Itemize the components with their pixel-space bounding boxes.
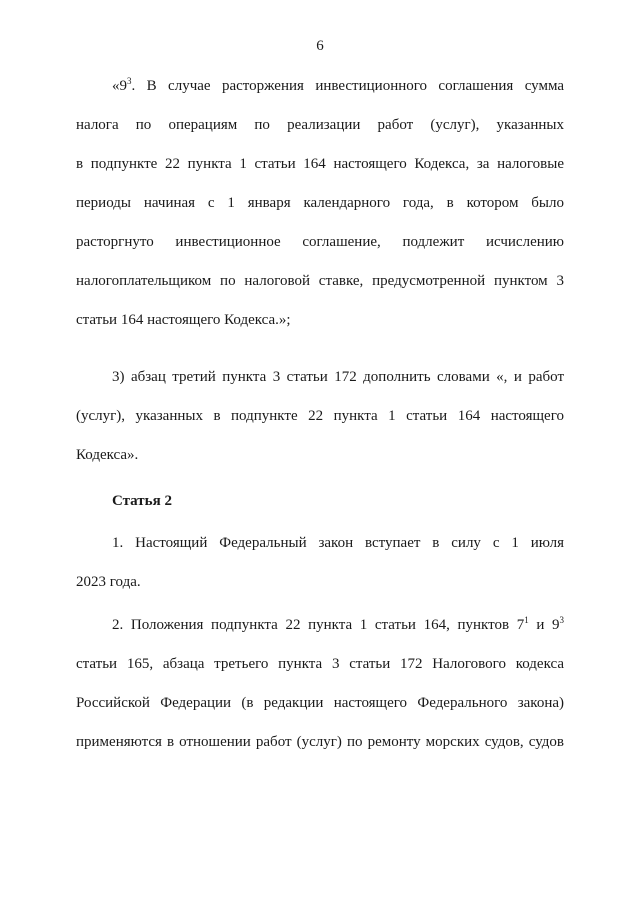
article-heading-block — [76, 492, 564, 511]
text-line: 1. Настоящий Федеральный закон вступает в силу с 1 июля — [112, 535, 564, 551]
text-line: 2023 года. — [76, 574, 141, 590]
text-line: налогоплательщиком по налоговой ставке, предусмотренной пунктом 3 — [76, 273, 564, 289]
text-line: Российской Федерации (в редакции настоящего Федерального закона) — [76, 695, 564, 711]
paragraph-9-3 — [76, 77, 564, 330]
page-number: 6 — [316, 38, 324, 54]
text-line: 2. Положения подпункта 22 пункта 1 статьи 164, пунктов $7^1$ и $9^3$ — [112, 615, 564, 633]
text-line: (услуг), указанных в подпункте 22 пункта 1 статьи 164 настоящего — [76, 408, 564, 424]
text-line: Кодекса». — [76, 447, 139, 463]
paragraph-effective-date — [76, 534, 564, 592]
superscript: 1 — [524, 615, 529, 625]
text-line: в подпункте 22 пункта 1 статьи 164 настоящего Кодекса, за налоговые — [76, 156, 564, 172]
superscript: 3 — [559, 615, 564, 625]
paragraph-provisions — [76, 616, 564, 752]
superscript: 3 — [127, 76, 132, 86]
text-line: 3) абзац третий пункта 3 статьи 172 дополнить словами «, и работ — [112, 369, 564, 385]
text-line: периоды начиная с 1 января календарного года, в котором было — [76, 195, 564, 211]
text-line: «$9^3$. В случае расторжения инвестиционного соглашения сумма — [112, 76, 564, 94]
text-line: статьи 164 настоящего Кодекса.»; — [76, 312, 291, 328]
text-line: расторгнуто инвестиционное соглашение, подлежит исчислению — [76, 234, 564, 250]
paragraph-item-3 — [76, 368, 564, 465]
text-line: статьи 165, абзаца третьего пункта 3 статьи 172 Налогового кодекса — [76, 656, 564, 672]
text-line: налога по операциям по реализации работ (услуг), указанных — [76, 117, 564, 133]
article-heading: Статья 2 — [112, 493, 172, 509]
text-line: применяются в отношении работ (услуг) по ремонту морских судов, судов — [76, 734, 564, 750]
